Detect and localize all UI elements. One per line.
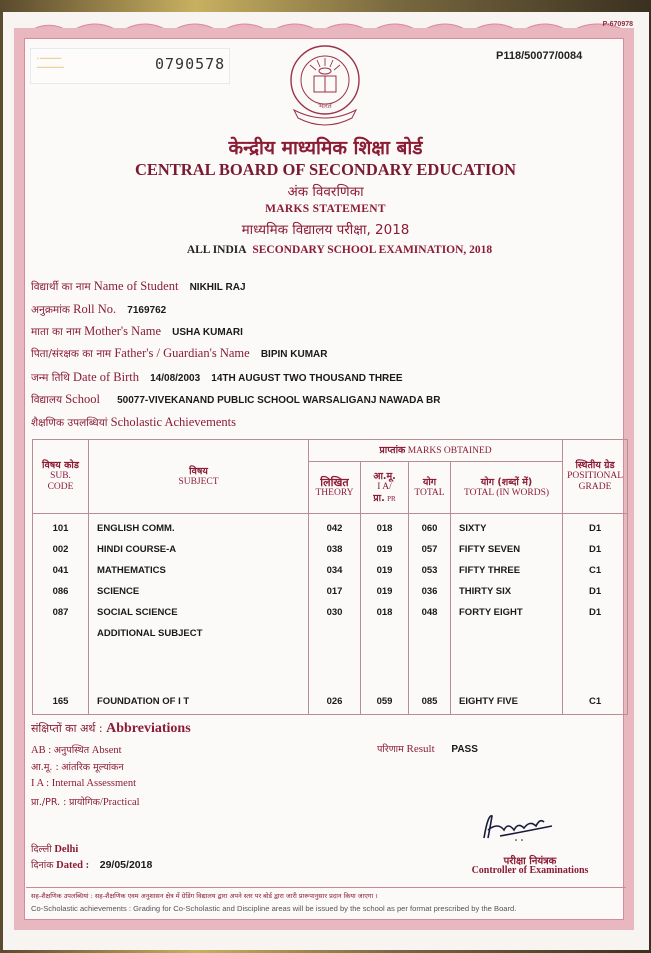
- label-hindi: विद्यार्थी का नाम: [31, 281, 91, 293]
- seal-motto: भारत: [318, 102, 332, 110]
- student-name-field: [31, 279, 246, 294]
- exam-title-english: [14, 244, 651, 256]
- dob-words: 14TH AUGUST TWO THOUSAND THREE: [211, 373, 403, 384]
- subject-column: ENGLISH COMM. HINDI COURSE-A MATHEMATICS SCIENCE SOCIAL SCIENCE ADDITIONAL SUBJECT: [89, 514, 309, 689]
- abbr-practical: प्रा./PR. : प्रायोगिक/Practical: [31, 797, 140, 808]
- father-name: BIPIN KUMAR: [260, 349, 328, 360]
- mother-name: USHA KUMARI: [172, 327, 243, 338]
- additional-ia: 059: [361, 688, 409, 714]
- result-field: परिणाम Result PASS: [377, 743, 478, 755]
- label-english: School: [65, 392, 100, 406]
- label-english: Name of Student: [93, 279, 179, 293]
- additional-words: EIGHTY FIVE: [451, 688, 563, 714]
- statement-title-english: MARKS STATEMENT: [265, 203, 386, 215]
- roll-no-field: [31, 302, 166, 317]
- serial-faint-text: ▪ ━━━━━━━ ━━━━━━━━━: [37, 56, 65, 71]
- header-marks-obtained: प्राप्तांक MARKS OBTAINED: [309, 440, 563, 462]
- additional-total: 085: [409, 688, 451, 714]
- label-hindi: शैक्षणिक उपलब्धियां: [31, 417, 108, 429]
- exam-title-hindi: माध्यमिक विद्यालय परीक्षा, 2018: [241, 222, 410, 238]
- additional-subject: FOUNDATION OF I T: [89, 688, 309, 714]
- header-subject: विषय SUBJECT: [89, 440, 309, 514]
- header-ia-pr: आ.मू. I A/ प्रा. PR: [361, 462, 409, 514]
- controller-title-english: Controller of Examinations: [471, 865, 589, 876]
- reference-number: P118/50077/0084: [496, 50, 583, 62]
- label-hindi: विद्यालय: [31, 394, 63, 406]
- label-english: Mother's Name: [84, 324, 162, 338]
- additional-grade: C1: [563, 688, 628, 714]
- additional-code: 165: [33, 688, 89, 714]
- total-column: 060 057 053 036 048: [409, 514, 451, 689]
- additional-subject-label: ADDITIONAL SUBJECT: [97, 628, 203, 639]
- abbr-absent: AB : अनुपस्थित Absent: [31, 745, 122, 756]
- sub-code-column: 101 002 041 086 087: [33, 514, 89, 689]
- exam-prefix: ALL INDIA: [186, 244, 247, 256]
- serial-box: [30, 48, 230, 84]
- header-total: योग TOTAL: [409, 462, 451, 514]
- result-value: PASS: [451, 744, 478, 755]
- grade-column: D1 D1 C1 D1 D1: [563, 514, 628, 689]
- serial-number: 0790578: [155, 55, 226, 73]
- date-field: दिनांक Dated : 29/05/2018: [31, 859, 153, 871]
- header-positional-grade: स्थितीय ग्रेड POSITIONAL GRADE: [563, 440, 628, 514]
- ia-column: 018 019 019 019 018: [361, 514, 409, 689]
- label-hindi: जन्म तिथि: [31, 372, 70, 384]
- additional-theory: 026: [309, 688, 361, 714]
- exam-name: SECONDARY SCHOOL EXAMINATION, 2018: [252, 244, 493, 256]
- dob-value: 14/08/2003: [150, 373, 201, 384]
- marks-table: [32, 439, 628, 715]
- abbr-internal-hindi: आ.मू. : आंतरिक मूल्यांकन: [31, 762, 124, 773]
- statement-title-hindi: अंक विवरणिका: [287, 184, 364, 200]
- mother-name-field: [31, 324, 243, 339]
- issue-date: 29/05/2018: [99, 859, 153, 871]
- label-english: Date of Birth: [73, 370, 139, 384]
- label-hindi: माता का नाम: [31, 326, 81, 338]
- label-english: Father's / Guardian's Name: [114, 346, 250, 360]
- label-english: Roll No.: [73, 302, 117, 316]
- label-english: Scholastic Achievements: [110, 415, 236, 429]
- scholastic-field: [31, 415, 236, 430]
- place-field: दिल्ली Delhi: [31, 844, 79, 855]
- student-name: NIKHIL RAJ: [189, 282, 246, 293]
- subject-rows: [33, 514, 628, 689]
- board-name-english: CENTRAL BOARD OF SECONDARY EDUCATION: [134, 160, 517, 179]
- controller-title-hindi: परीक्षा नियंत्रक: [503, 856, 557, 867]
- corner-code: P-670978: [602, 21, 633, 28]
- father-name-field: [31, 346, 328, 361]
- dob-field: [31, 370, 403, 385]
- label-hindi: पिता/संरक्षक का नाम: [31, 348, 112, 360]
- school-field: [31, 392, 440, 407]
- header-theory: लिखित THEORY: [309, 462, 361, 514]
- total-words-column: SIXTY FIFTY SEVEN FIFTY THREE THIRTY SIX FORTY EIGHT: [451, 514, 563, 689]
- co-scholastic-note-english: Co-Scholastic achievements : Grading for Co-Scholastic and Discipline areas will be issued by the school as per format prescribed by the Board.: [31, 904, 517, 913]
- theory-column: 042 038 034 017 030: [309, 514, 361, 689]
- additional-subject-row: [33, 688, 628, 714]
- label-hindi: अनुक्रमांक: [31, 304, 70, 316]
- abbr-internal-english: I A : Internal Assessment: [31, 778, 136, 789]
- controller-signature: [478, 808, 558, 844]
- cbse-seal-icon: [286, 40, 364, 128]
- footer-divider: [26, 887, 626, 888]
- header-sub-code: विषय कोड SUB. CODE: [33, 440, 89, 514]
- co-scholastic-note-hindi: सह-शैक्षणिक उपलब्धियां : सह-शैक्षणिक एवम अनुशासन क्षेत्र में ग्रेडिंग विद्यालय द्वारा अपने स्तर पर बोर्ड द्वारा जारी प्रारूपानुसार प्रदान किया जाएगा ।: [31, 892, 378, 900]
- abbreviations-title: संक्षिप्तों का अर्थ : Abbreviations: [31, 721, 191, 736]
- roll-number: 7169762: [127, 305, 167, 316]
- school-name: 50077-VIVEKANAND PUBLIC SCHOOL WARSALIGANJ NAWADA BR: [117, 395, 441, 406]
- header-total-words: योग (शब्दों में) TOTAL (IN WORDS): [451, 462, 563, 514]
- board-name-hindi: केन्द्रीय माध्यमिक शिक्षा बोर्ड: [228, 137, 423, 159]
